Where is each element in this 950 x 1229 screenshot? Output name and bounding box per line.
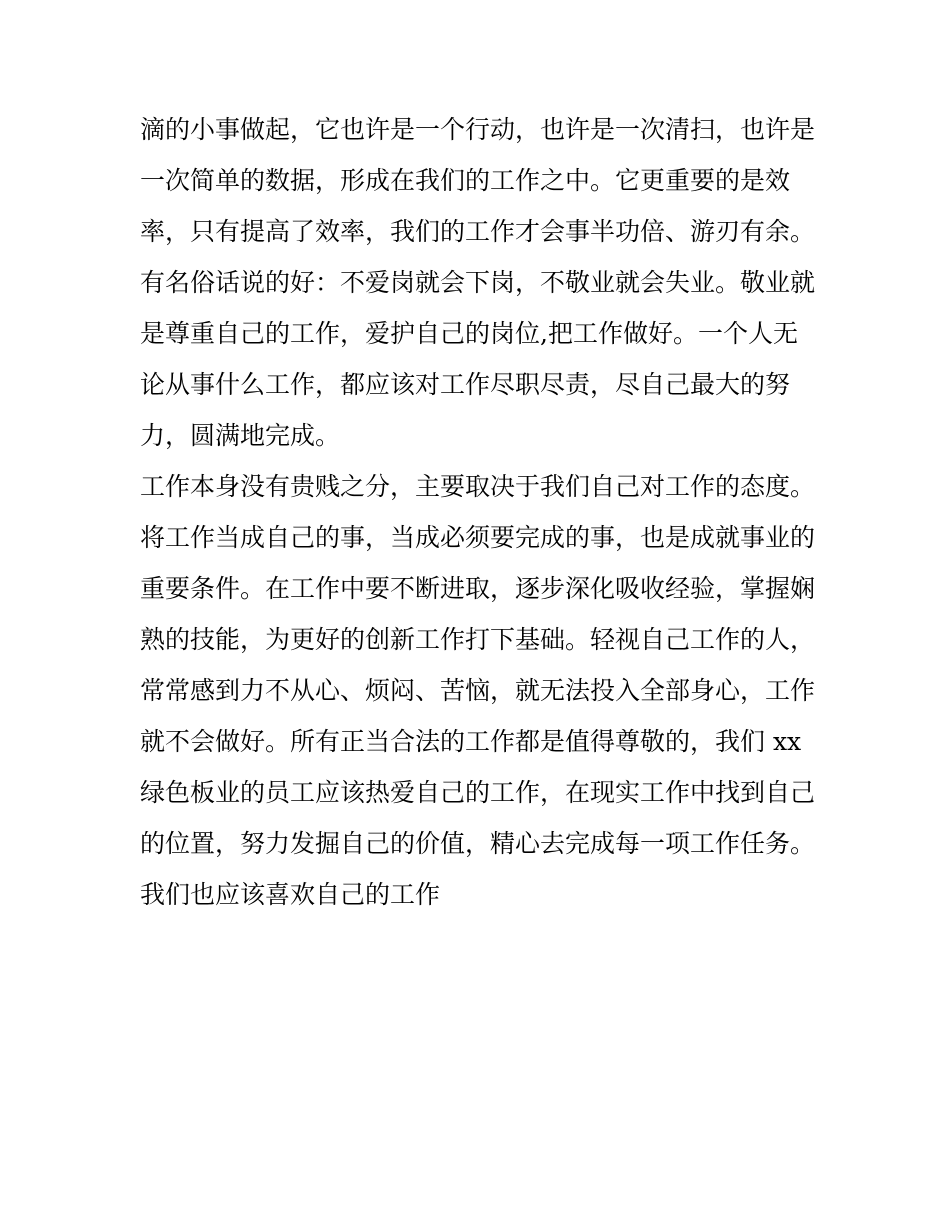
document-body [140,104,820,920]
text-line: 是尊重自己的工作，爱护自己的岗位,把工作做好。一个人无 [140,319,798,348]
text-line: 有名俗话说的好：不爱岗就会下岗，不敬业就会失业。敬业就 [140,268,816,297]
text-line: 绿色板业的员工应该热爱自己的工作，在现实工作中找到自己 [140,778,816,807]
text-line: 将工作当成自己的事，当成必须要完成的事，也是成就事业的 [140,523,816,552]
text-line: 论从事什么工作，都应该对工作尽职尽责，尽自己最大的努 [140,370,791,399]
text-line: 一次简单的数据，形成在我们的工作之中。它更重要的是效 [140,166,791,195]
text-line: 力，圆满地完成。 [140,421,341,450]
text-line: 就不会做好。所有正当合法的工作都是值得尊敬的，我们 xx [140,727,802,756]
text-line: 的位置，努力发掘自己的价值，精心去完成每一项工作任务。 [140,829,816,858]
text-line: 率，只有提高了效率，我们的工作才会事半功倍、游刃有余。 [140,217,816,246]
text-line: 常常感到力不从心、烦闷、苦恼，就无法投入全部身心，工作 [140,676,816,705]
text-line: 滴的小事做起，它也许是一个行动，也许是一次清扫，也许是 [140,115,816,144]
text-line: 熟的技能，为更好的创新工作打下基础。轻视自己工作的人， [140,625,816,654]
text-line: 工作本身没有贵贱之分，主要取决于我们自己对工作的态度。 [140,472,816,501]
text-line: 重要条件。在工作中要不断进取，逐步深化吸收经验，掌握娴 [140,574,816,603]
text-line: 我们也应该喜欢自己的工作 [140,880,441,909]
